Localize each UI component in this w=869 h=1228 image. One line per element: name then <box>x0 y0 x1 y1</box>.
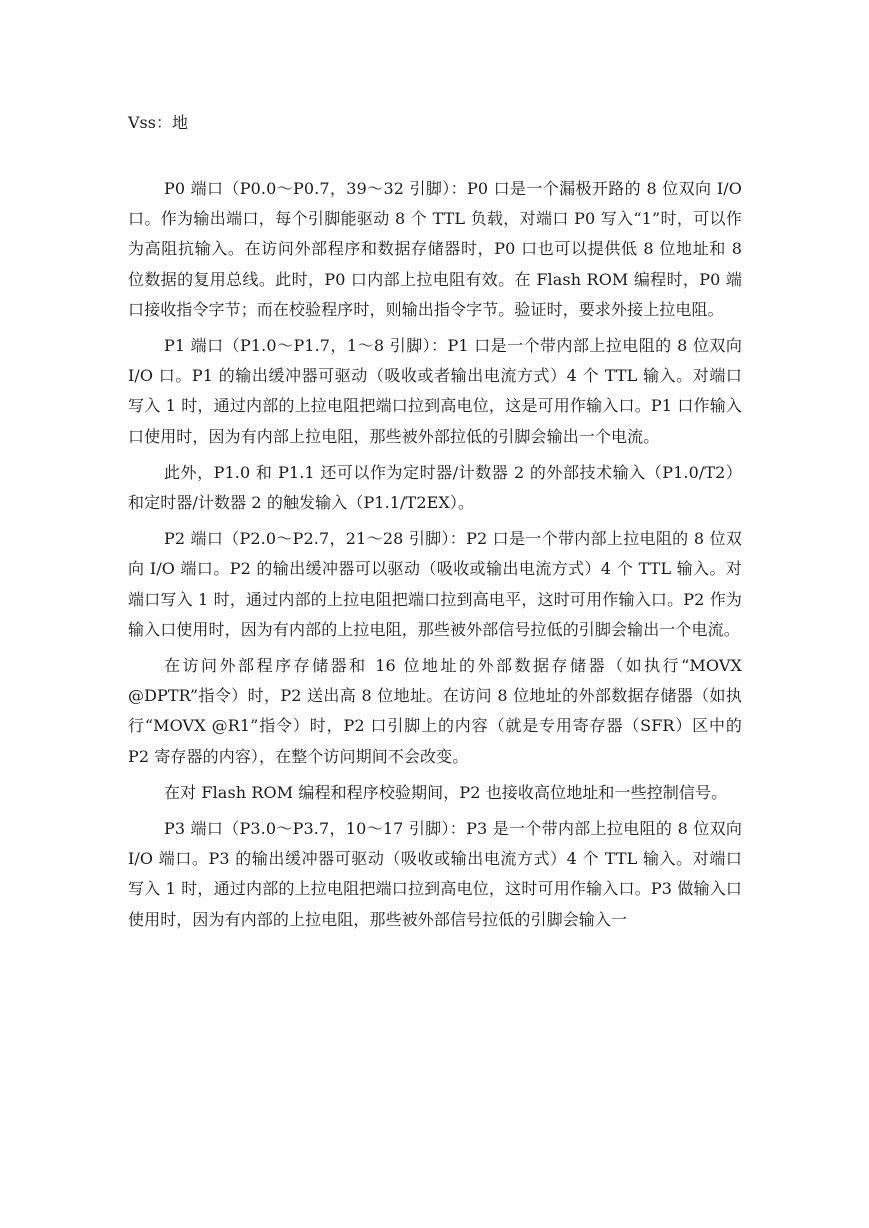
document-page <box>128 108 742 941</box>
paragraph-p2-port: P2 端口（P2.0～P2.7，21～28 引脚）：P2 口是一个带内部上拉电阻的 8 位双向 I/O 端口。P2 的输出缓冲器可以驱动（吸收或输出电流方式）4 个 TTL 输入。对端口写入 1 时，通过内部的上拉电阻把端口拉到高电平，这时可用作输入口。P2 作为输入口使用时，因为有内部的上拉电阻，那些被外部信号拉低的引脚会输出一个电流。 <box>128 529 742 639</box>
paragraph-p2-external-memory: 在访问外部程序存储器和 16 位地址的外部数据存储器（如执行“MOVX @DPTR”指令）时，P2 送出高 8 位地址。在访问 8 位地址的外部数据存储器（如执行“MOVX @R1”指令）时，P2 口引脚上的内容（就是专用寄存器（SFR）区中的 P2 寄存器的内容），在整个访问期间不会改变。 <box>128 656 742 766</box>
paragraph-p3-port: P3 端口（P3.0～P3.7，10～17 引脚）：P3 是一个带内部上拉电阻的 8 位双向 I/O 端口。P3 的输出缓冲器可驱动（吸收或输出电流方式）4 个 TTL 输入。对端口写入 1 时，通过内部的上拉电阻把端口拉到高电位，这时可用作输入口。P3 做输入口使用时，因为有内部的上拉电阻，那些被外部信号拉低的引脚会输入一 <box>128 819 742 929</box>
paragraph-p1-port: P1 端口（P1.0～P1.7，1～8 引脚）：P1 口是一个带内部上拉电阻的 8 位双向 I/O 口。P1 的输出缓冲器可驱动（吸收或者输出电流方式）4 个 TTL 输入。对端口写入 1 时，通过内部的上拉电阻把端口拉到高电位，这是可用作输入口。P1 口作输入口使用时，因为有内部上拉电阻，那些被外部拉低的引脚会输出一个电流。 <box>128 336 742 446</box>
document-body <box>128 174 742 935</box>
paragraph-p1-alt-functions: 此外，P1.0 和 P1.1 还可以作为定时器/计数器 2 的外部技术输入（P1.0/T2）和定时器/计数器 2 的触发输入（P1.1/T2EX）。 <box>128 462 742 513</box>
vss-pin-line: Vss：地 <box>128 113 188 132</box>
paragraph-p0-port: P0 端口（P0.0～P0.7，39～32 引脚）：P0 口是一个漏极开路的 8 位双向 I/O 口。作为输出端口，每个引脚能驱动 8 个 TTL 负载，对端口 P0 写入“1”时，可以作为高阻抗输入。在访问外部程序和数据存储器时，P0 口也可以提供低 8 位地址和 8 位数据的复用总线。此时，P0 口内部上拉电阻有效。在 Flash ROM 编程时，P0 端口接收指令字节；而在校验程序时，则输出指令字节。验证时，要求外接上拉电阻。 <box>128 179 742 319</box>
paragraph-p2-flash-programming: 在对 Flash ROM 编程和程序校验期间，P2 也接收高位地址和一些控制信号。 <box>164 782 728 802</box>
